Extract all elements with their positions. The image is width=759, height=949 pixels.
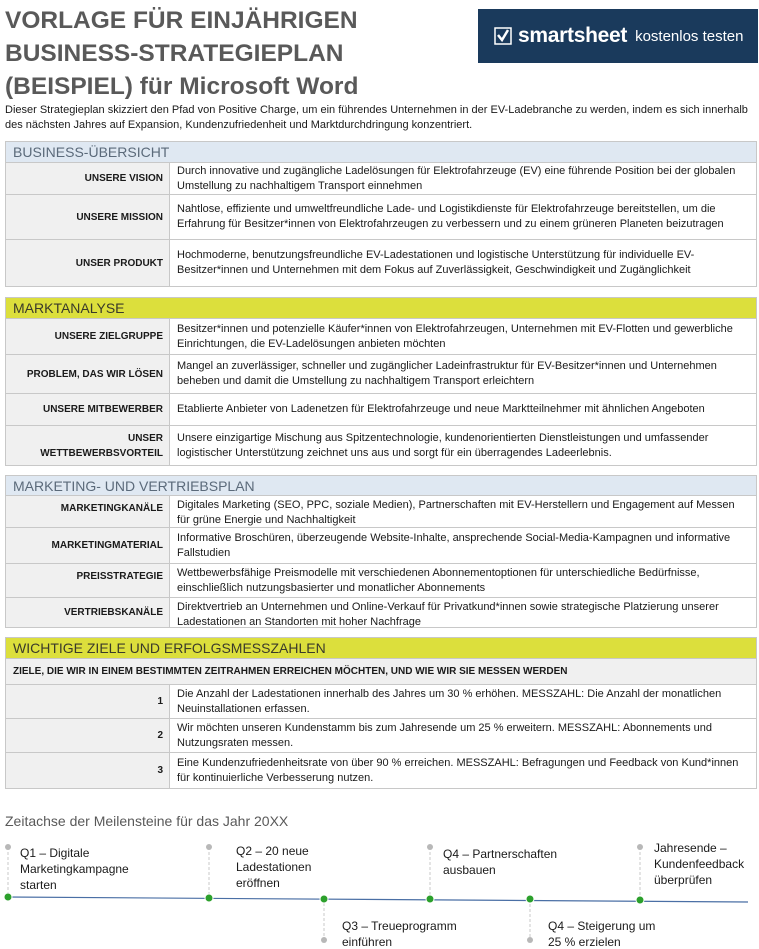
table-row xyxy=(5,564,757,598)
row-label: MARKETINGKANÄLE xyxy=(6,496,170,527)
table-row xyxy=(5,598,757,628)
table-row xyxy=(5,496,757,528)
marketing-heading: MARKETING- UND VERTRIEBSPLAN xyxy=(5,475,757,496)
milestone-marker xyxy=(636,896,644,904)
goal-number: 1 xyxy=(6,685,170,718)
table-row xyxy=(5,528,757,564)
row-value: Durch innovative und zugängliche Ladelösungen für Elektrofahrzeuge (EV) eine führende Position bei der globalen Umstellung zu nachhaltigem Transport einnehmen xyxy=(177,164,736,192)
milestone-line: eröffnen xyxy=(236,876,280,890)
row-value: Etablierte Anbieter von Ladenetzen für Elektrofahrzeuge und neue Marktteilnehmer mit ähnlichen Angeboten xyxy=(177,403,705,415)
milestone-marker xyxy=(426,895,434,903)
row-label: UNSER PRODUKT xyxy=(6,240,170,286)
milestone-tip-dot xyxy=(637,844,643,850)
milestone-line: Jahresende – xyxy=(654,841,727,855)
market-heading: MARKTANALYSE xyxy=(5,297,757,319)
milestone-line: ausbauen xyxy=(443,863,496,877)
table-row xyxy=(5,753,757,789)
brand-name: smartsheet xyxy=(518,24,628,47)
milestone-marker xyxy=(4,893,12,901)
row-value: Hochmoderne, benutzungsfreundliche EV-Ladestationen und logistische Unterstützung für individuelle EV-Besitzer*innen und Unternehmen mit dem Fokus auf Zuverlässigkeit, Geschwindigkeit und Zugänglichkeit xyxy=(177,249,695,276)
goal-number: 3 xyxy=(6,753,170,788)
milestone-marker xyxy=(205,894,213,902)
goals-heading: WICHTIGE ZIELE UND ERFOLGSMESSZAHLEN xyxy=(5,637,757,659)
row-value: Mangel an zuverlässiger, schneller und zugänglicher Ladeinfrastruktur für EV-Besitzer*innen und Unternehmen beheben und damit die Umstellung zu nachhaltigem Transport erleichtern xyxy=(177,360,717,387)
table-row xyxy=(5,195,757,240)
overview-heading: BUSINESS-ÜBERSICHT xyxy=(5,141,757,163)
title-line-3: (BEISPIEL) für Microsoft Word xyxy=(5,73,359,100)
table-row xyxy=(5,394,757,426)
timeline-axis xyxy=(6,897,748,902)
row-label: PREISSTRATEGIE xyxy=(6,564,170,597)
milestone-q4-growth-label xyxy=(548,918,655,949)
row-value: Die Anzahl der Ladestationen innerhalb des Jahres um 30 % erhöhen. MESSZAHL: Die Anzahl der monatlichen Neuinstallationen erfassen. xyxy=(177,688,722,715)
milestone-line: Q2 – 20 neue xyxy=(236,844,309,858)
milestone-marker xyxy=(320,895,328,903)
row-label-line-1: UNSER xyxy=(127,432,163,444)
milestone-line: Q4 – Partnerschaften xyxy=(443,847,558,861)
smartsheet-cta-banner[interactable] xyxy=(478,9,758,63)
milestone-year-end-label xyxy=(654,840,744,888)
table-row xyxy=(5,319,757,355)
goals-subheading: ZIELE, DIE WIR IN EINEM BESTIMMTEN ZEITRAHMEN ERREICHEN MÖCHTEN, UND WIE WIR SIE MESSEN WERDEN xyxy=(5,659,757,685)
row-label xyxy=(6,426,170,465)
title-line-2: BUSINESS-STRATEGIEPLAN xyxy=(5,40,344,67)
row-value: Besitzer*innen und potenzielle Käufer*innen von Elektrofahrzeugen, Unternehmen mit EV-Flotten und gewerbliche Einrichtungen, die EV-Ladelösungen anbieten möchten xyxy=(177,322,733,350)
milestone-q2-label xyxy=(236,843,311,891)
table-row xyxy=(5,355,757,394)
intro-text: Dieser Strategieplan skizziert den Pfad von Positive Charge, um ein führendes Unternehmen in der EV-Ladebranche zu werden, indem es sich innerhalb des nächsten Jahres auf Expansion, Kundenzufriedenheit und Marktdurchdringung konzentriert. xyxy=(5,104,748,131)
timeline-title: Zeitachse der Meilensteine für das Jahr 20XX xyxy=(5,813,289,829)
milestone-tip-dot xyxy=(206,844,212,850)
table-row xyxy=(5,240,757,287)
row-value: Wir möchten unseren Kundenstamm bis zum Jahresende um 25 % erweitern. MESSZAHL: Abonnements und Nutzungsraten messen. xyxy=(177,722,712,749)
milestone-line: Q3 – Treueprogramm xyxy=(342,919,457,933)
milestone-q3-label xyxy=(342,918,457,949)
milestone-tip-dot xyxy=(321,937,327,943)
row-label-line-2: WETTBEWERBSVORTEIL xyxy=(40,447,163,459)
milestone-line: 25 % erzielen xyxy=(548,935,621,949)
smartsheet-logo-icon xyxy=(494,26,512,46)
milestone-line: überprüfen xyxy=(654,873,713,887)
page-title xyxy=(5,4,465,103)
table-row xyxy=(5,719,757,753)
milestone-q4-partner-label xyxy=(443,846,557,878)
milestone-line: Q4 – Steigerung um xyxy=(548,919,656,933)
milestone-tip-dot xyxy=(527,937,533,943)
row-value: Direktvertrieb an Unternehmen und Online-Verkauf für Privatkund*innen sowie strategische Platzierung unserer Ladestationen an Standorten mit hoher Nachfrage xyxy=(177,601,719,628)
row-value: Nahtlose, effiziente und umweltfreundliche Lade- und Logistikdienste für Elektrofahrzeuge bereitstellen, um die Erfahrung für Besitzer*innen von Elektrofahrzeugen zu verbessern und zu einem grüneren Planeten beizutragen xyxy=(177,203,724,230)
row-label: UNSERE MISSION xyxy=(6,195,170,239)
milestone-q1-label xyxy=(20,845,129,893)
brand-cta-label: kostenlos testen xyxy=(635,27,744,45)
goals-section xyxy=(5,637,757,789)
milestone-line: Marketingkampagne xyxy=(20,862,129,876)
row-value: Digitales Marketing (SEO, PPC, soziale Medien), Partnerschaften mit EV-Herstellern und Engagement auf Messen für grüne Energie und Nachhaltigkeit xyxy=(177,499,735,526)
row-label: PROBLEM, DAS WIR LÖSEN xyxy=(6,355,170,393)
overview-section xyxy=(5,141,757,287)
milestone-line: Kundenfeedback xyxy=(654,857,745,871)
milestone-line: Q1 – Digitale xyxy=(20,846,90,860)
milestone-line: einführen xyxy=(342,935,393,949)
market-section xyxy=(5,297,757,466)
table-row xyxy=(5,163,757,195)
row-label: VERTRIEBSKANÄLE xyxy=(6,598,170,627)
title-line-1: VORLAGE FÜR EINJÄHRIGEN xyxy=(5,7,358,34)
row-value: Eine Kundenzufriedenheitsrate von über 90 % erreichen. MESSZAHL: Befragungen und Feedback von Kund*innen für kontinuierliche Verbesserung nutzen. xyxy=(177,756,739,784)
row-label: UNSERE VISION xyxy=(6,163,170,194)
row-label: UNSERE MITBEWERBER xyxy=(6,394,170,425)
milestone-line: starten xyxy=(20,878,57,892)
table-row xyxy=(5,426,757,466)
goal-number: 2 xyxy=(6,719,170,752)
table-row xyxy=(5,685,757,719)
row-value: Informative Broschüren, überzeugende Website-Inhalte, ansprechende Social-Media-Kampagnen und informative Fallstudien xyxy=(177,531,731,559)
marketing-section xyxy=(5,475,757,628)
milestone-marker xyxy=(526,895,534,903)
row-label: UNSERE ZIELGRUPPE xyxy=(6,319,170,354)
milestone-tip-dot xyxy=(5,844,11,850)
milestone-line: Ladestationen xyxy=(236,860,312,874)
row-value: Unsere einzigartige Mischung aus Spitzentechnologie, kundenorientierten Dienstleistungen und umfassender logistischer Unterstützung zeichnet uns aus und sorgt für ein überragendes Ladeerlebnis. xyxy=(177,431,709,459)
row-label: MARKETINGMATERIAL xyxy=(6,528,170,563)
milestone-tip-dot xyxy=(427,844,433,850)
row-value: Wettbewerbsfähige Preismodelle mit verschiedenen Abonnementoptionen für unterschiedliche Bedürfnisse, einschließlich nutzungsbasierter und monatlicher Abonnements xyxy=(177,567,700,594)
